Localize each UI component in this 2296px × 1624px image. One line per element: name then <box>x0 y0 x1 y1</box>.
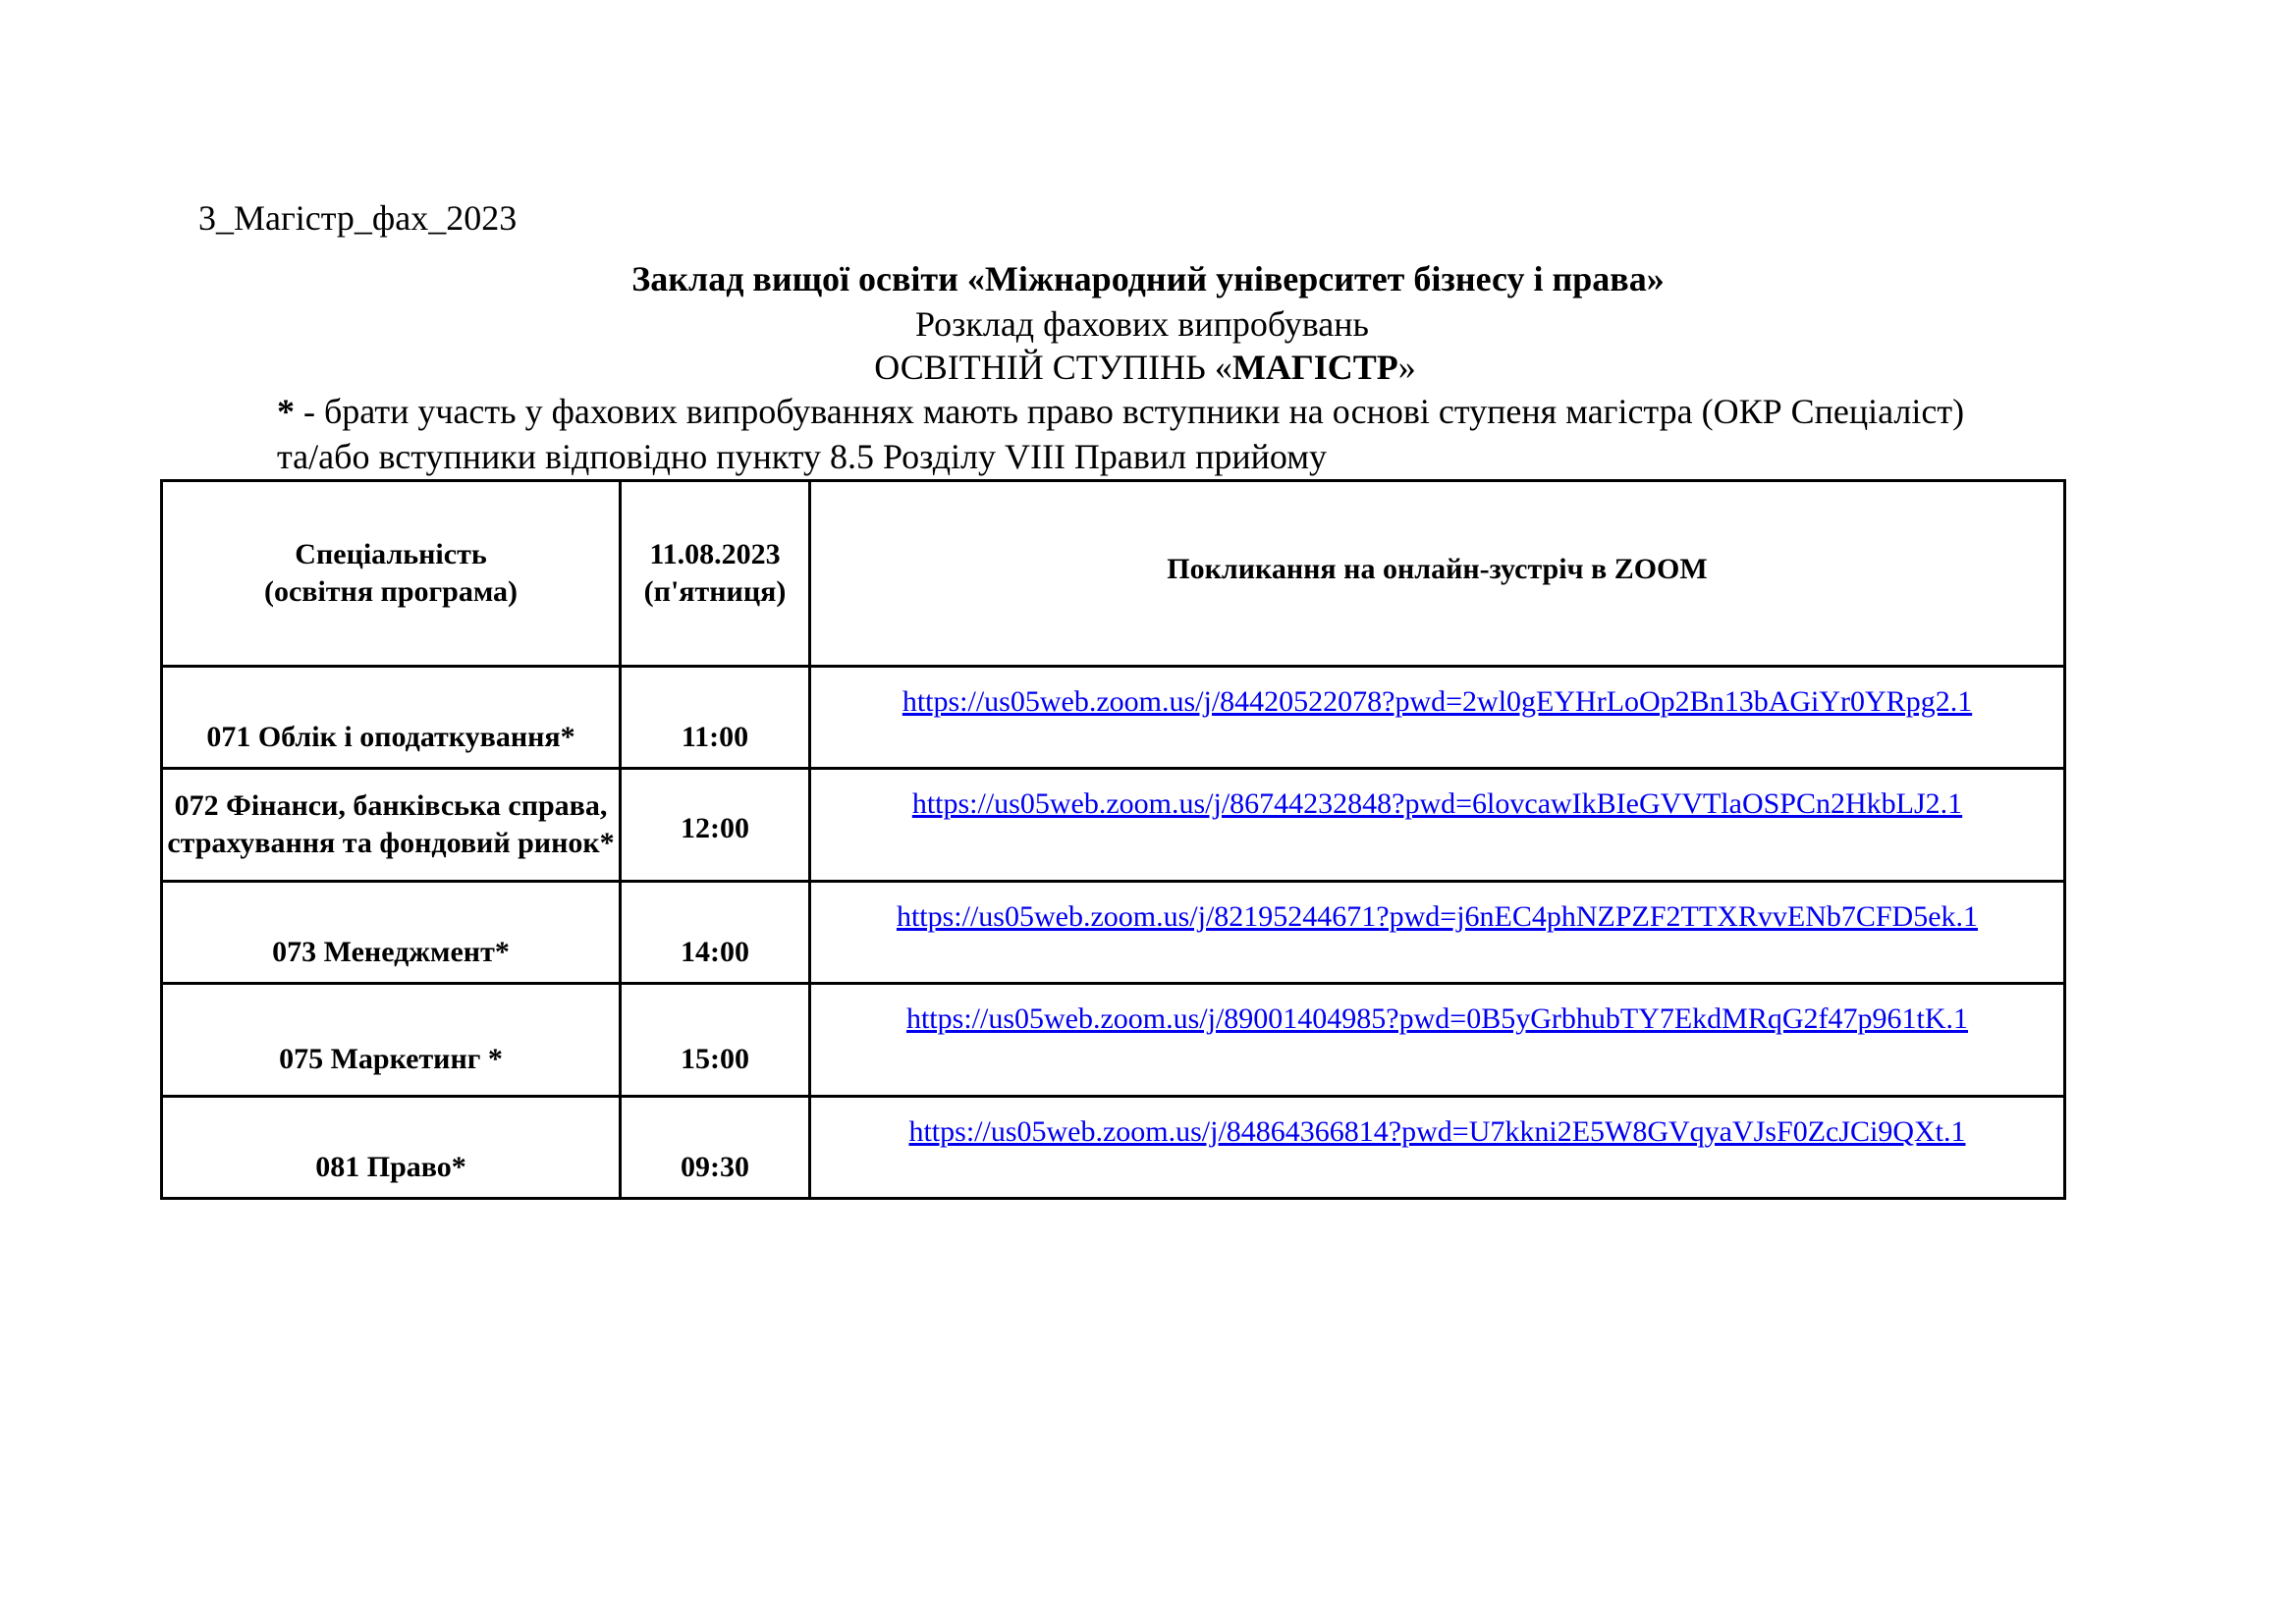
header-specialty-line2: (освітня програма) <box>263 575 519 608</box>
table-row <box>162 984 2065 1097</box>
specialty-cell: 071 Облік і оподаткування* <box>162 667 621 769</box>
specialty-cell: 072 Фінанси, банківська справа, страхування та фондовий ринок* <box>162 769 621 882</box>
time-cell: 14:00 <box>621 882 810 984</box>
zoom-link-cell <box>810 1097 2065 1199</box>
table-row <box>162 667 2065 769</box>
time-cell: 15:00 <box>621 984 810 1097</box>
schedule-subtitle: Розклад фахових випробувань <box>915 304 1369 344</box>
zoom-link[interactable]: https://us05web.zoom.us/j/84864366814?pwd=U7kkni2E5W8GVqyaVJsF0ZcJCi9QXt.1 <box>908 1115 1966 1148</box>
header-date <box>621 481 810 667</box>
schedule-table <box>160 479 2066 1200</box>
header-date-line1: 11.08.2023 <box>649 538 781 570</box>
degree-name: МАГІСТР <box>1231 348 1398 387</box>
degree-heading <box>0 346 2293 389</box>
note-asterisk: * <box>277 392 295 431</box>
zoom-link[interactable]: https://us05web.zoom.us/j/89001404985?pwd=0B5yGrbhubTY7EkdMRqG2f47p961tK.1 <box>905 1002 1969 1035</box>
document-code: 3_Магістр_фах_2023 <box>198 198 518 238</box>
header-specialty-line1: Спеціальність <box>295 538 487 570</box>
eligibility-note <box>277 389 2005 479</box>
time-cell: 11:00 <box>621 667 810 769</box>
table-row <box>162 1097 2065 1199</box>
zoom-link[interactable]: https://us05web.zoom.us/j/86744232848?pwd=6lovcawIkBIeGVVTlaOSPCn2HkbLJ2.1 <box>911 787 1963 820</box>
degree-suffix: » <box>1397 348 1416 387</box>
specialty-cell: 081 Право* <box>162 1097 621 1199</box>
time-cell: 09:30 <box>621 1097 810 1199</box>
table-header-row <box>162 481 2065 667</box>
degree-prefix: ОСВІТНІЙ СТУПІНЬ « <box>874 348 1232 387</box>
zoom-link[interactable]: https://us05web.zoom.us/j/84420522078?pwd=2wl0gEYHrLoOp2Bn13bAGiYr0YRpg2.1 <box>902 685 1973 718</box>
time-cell: 12:00 <box>621 769 810 882</box>
zoom-link-cell <box>810 769 2065 882</box>
note-text: - брати участь у фахових випробуваннях мають право вступники на основі ступеня магістра (ОКР Спеціаліст) та/або вступники відповідно пункту 8.5 Розділу VIII Правил прийому <box>277 392 1965 476</box>
table-row <box>162 769 2065 882</box>
specialty-cell: 073 Менеджмент* <box>162 882 621 984</box>
zoom-link-cell <box>810 882 2065 984</box>
header-date-line2: (п'ятниця) <box>643 575 787 608</box>
specialty-cell: 075 Маркетинг * <box>162 984 621 1097</box>
zoom-link-cell <box>810 984 2065 1097</box>
zoom-link[interactable]: https://us05web.zoom.us/j/82195244671?pwd=j6nEC4phNZPZF2TTXRvvENb7CFD5ek.1 <box>896 900 1979 933</box>
institution-title: Заклад вищої освіти «Міжнародний університет бізнесу і права» <box>631 259 1665 298</box>
zoom-link-cell <box>810 667 2065 769</box>
header-zoom-link: Покликання на онлайн-зустріч в ZOOM <box>810 481 2065 667</box>
table-row <box>162 882 2065 984</box>
header-specialty <box>162 481 621 667</box>
